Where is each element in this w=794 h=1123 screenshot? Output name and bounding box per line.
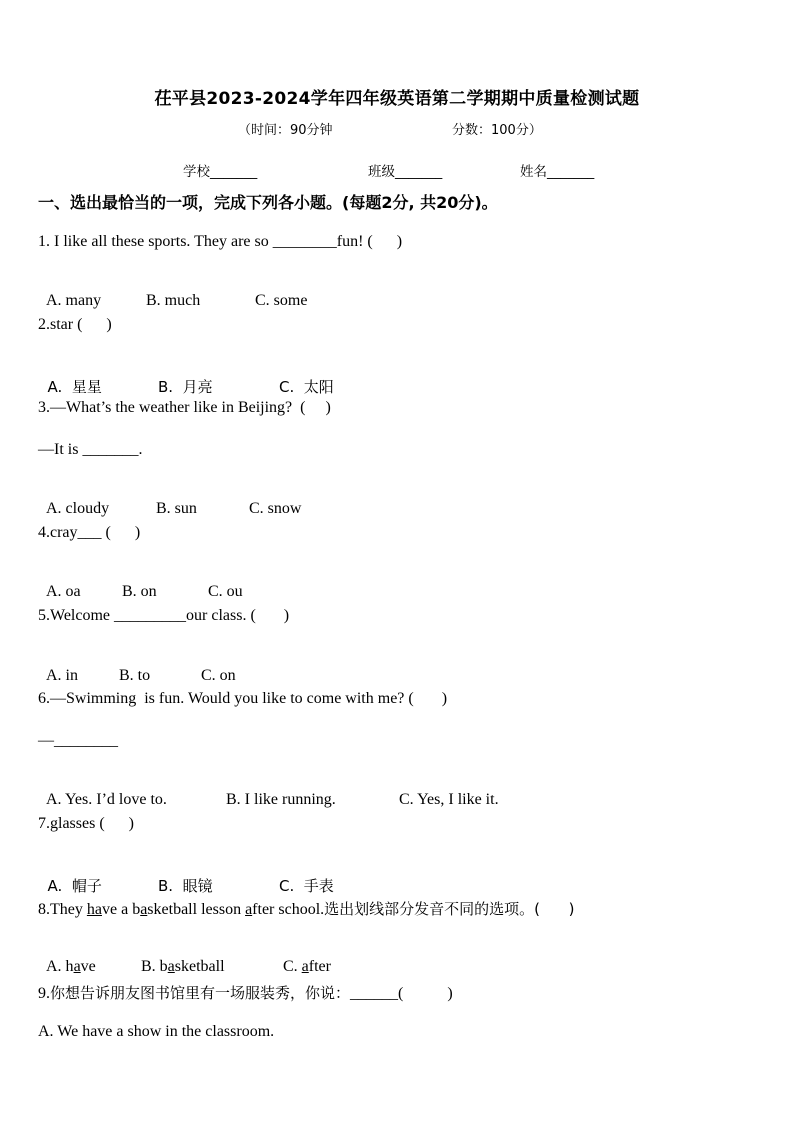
option-text: B. b xyxy=(141,958,168,975)
option-c: C. 太阳 xyxy=(279,378,334,396)
option-b: B. much xyxy=(146,292,201,309)
option-c: C. snow xyxy=(249,500,302,517)
underlined-letters: a xyxy=(301,958,309,975)
option-a xyxy=(46,958,96,976)
question-3-stem-reply: —It is _______. xyxy=(38,441,143,458)
question-1-stem: 1. I like all these sports. They are so ________fun! ( ) xyxy=(38,233,403,250)
time-info: （时间：90分钟 xyxy=(238,123,333,138)
option-c: C. ou xyxy=(208,583,243,600)
name-field: 姓名_______ xyxy=(520,164,595,180)
option-a: A. 星星 xyxy=(47,378,102,396)
class-field: 班级_______ xyxy=(368,164,443,180)
question-2-stem: 2.star ( ) xyxy=(38,316,112,333)
option-a: A. 帽子 xyxy=(47,877,102,895)
option-c: C. Yes, I like it. xyxy=(399,791,499,808)
underlined-letters: ha xyxy=(86,901,102,918)
question-number: 9. xyxy=(38,985,50,1002)
option-b: B. 月亮 xyxy=(158,378,213,396)
question-9-option-a: A. We have a show in the classroom. xyxy=(38,1023,275,1040)
question-3-stem: 3.—What’s the weather like in Beijing? ( ) xyxy=(38,399,331,416)
option-b: B. on xyxy=(122,583,157,600)
stem-text: fter school. xyxy=(252,901,325,918)
stem-text: 8.They xyxy=(38,901,87,918)
answer-blank: ______( ) xyxy=(350,985,453,1002)
option-a: A. Yes. I’d love to. xyxy=(46,791,167,808)
question-7-options xyxy=(38,857,334,896)
option-c: C. on xyxy=(201,667,236,684)
option-c: C. 手表 xyxy=(279,877,334,895)
option-b xyxy=(141,958,225,976)
option-a: A. in xyxy=(46,667,78,684)
question-1-options xyxy=(38,274,308,310)
stem-instruction: 选出划线部分发音不同的选项。( ) xyxy=(324,900,575,918)
option-b: B. to xyxy=(119,667,151,684)
question-8-stem xyxy=(38,898,574,919)
stem-text: 你想告诉朋友图书馆里有一场服装秀，你说： xyxy=(50,984,351,1002)
option-a: A. cloudy xyxy=(46,500,110,517)
question-4-options xyxy=(38,565,243,601)
question-5-stem: 5.Welcome _________our class. ( ) xyxy=(38,607,290,624)
section-heading: 一、选出最恰当的一项，完成下列各小题。(每题2分, 共20分)。 xyxy=(38,193,498,212)
school-field: 学校_______ xyxy=(183,164,258,180)
question-2-options xyxy=(38,358,334,397)
option-text: sketball xyxy=(174,958,225,975)
question-7-stem: 7.glasses ( ) xyxy=(38,815,134,832)
exam-title: 茌平县2023-2024学年四年级英语第二学期期中质量检测试题 xyxy=(154,89,640,109)
question-6-stem: 6.—Swimming is fun. Would you like to come with me? ( ) xyxy=(38,690,448,707)
question-4-stem: 4.cray___ ( ) xyxy=(38,524,141,541)
question-8-options xyxy=(38,940,331,976)
stem-text: ve a b xyxy=(101,901,141,918)
option-b: B. sun xyxy=(156,500,197,517)
score-info: 分数：100分） xyxy=(452,123,542,138)
option-text: A. h xyxy=(46,958,74,975)
underlined-letters: a xyxy=(140,901,148,918)
stem-text: sketball lesson xyxy=(147,901,246,918)
option-b: B. 眼镜 xyxy=(158,877,213,895)
underlined-letters: a xyxy=(73,958,81,975)
question-6-stem-reply: —________ xyxy=(38,732,118,749)
question-9-stem xyxy=(38,982,453,1003)
question-5-options xyxy=(38,649,236,685)
underlined-letters: a xyxy=(167,958,175,975)
option-c xyxy=(283,958,331,976)
question-6-options xyxy=(38,773,499,809)
option-text: ve xyxy=(80,958,96,975)
option-b: B. I like running. xyxy=(226,791,336,808)
option-a: A. many xyxy=(46,292,102,309)
option-c: C. some xyxy=(255,292,308,309)
underlined-letters: a xyxy=(245,901,253,918)
option-a: A. oa xyxy=(46,583,81,600)
option-text: fter xyxy=(308,958,331,975)
option-text: C. xyxy=(283,958,302,975)
question-3-options xyxy=(38,482,302,518)
